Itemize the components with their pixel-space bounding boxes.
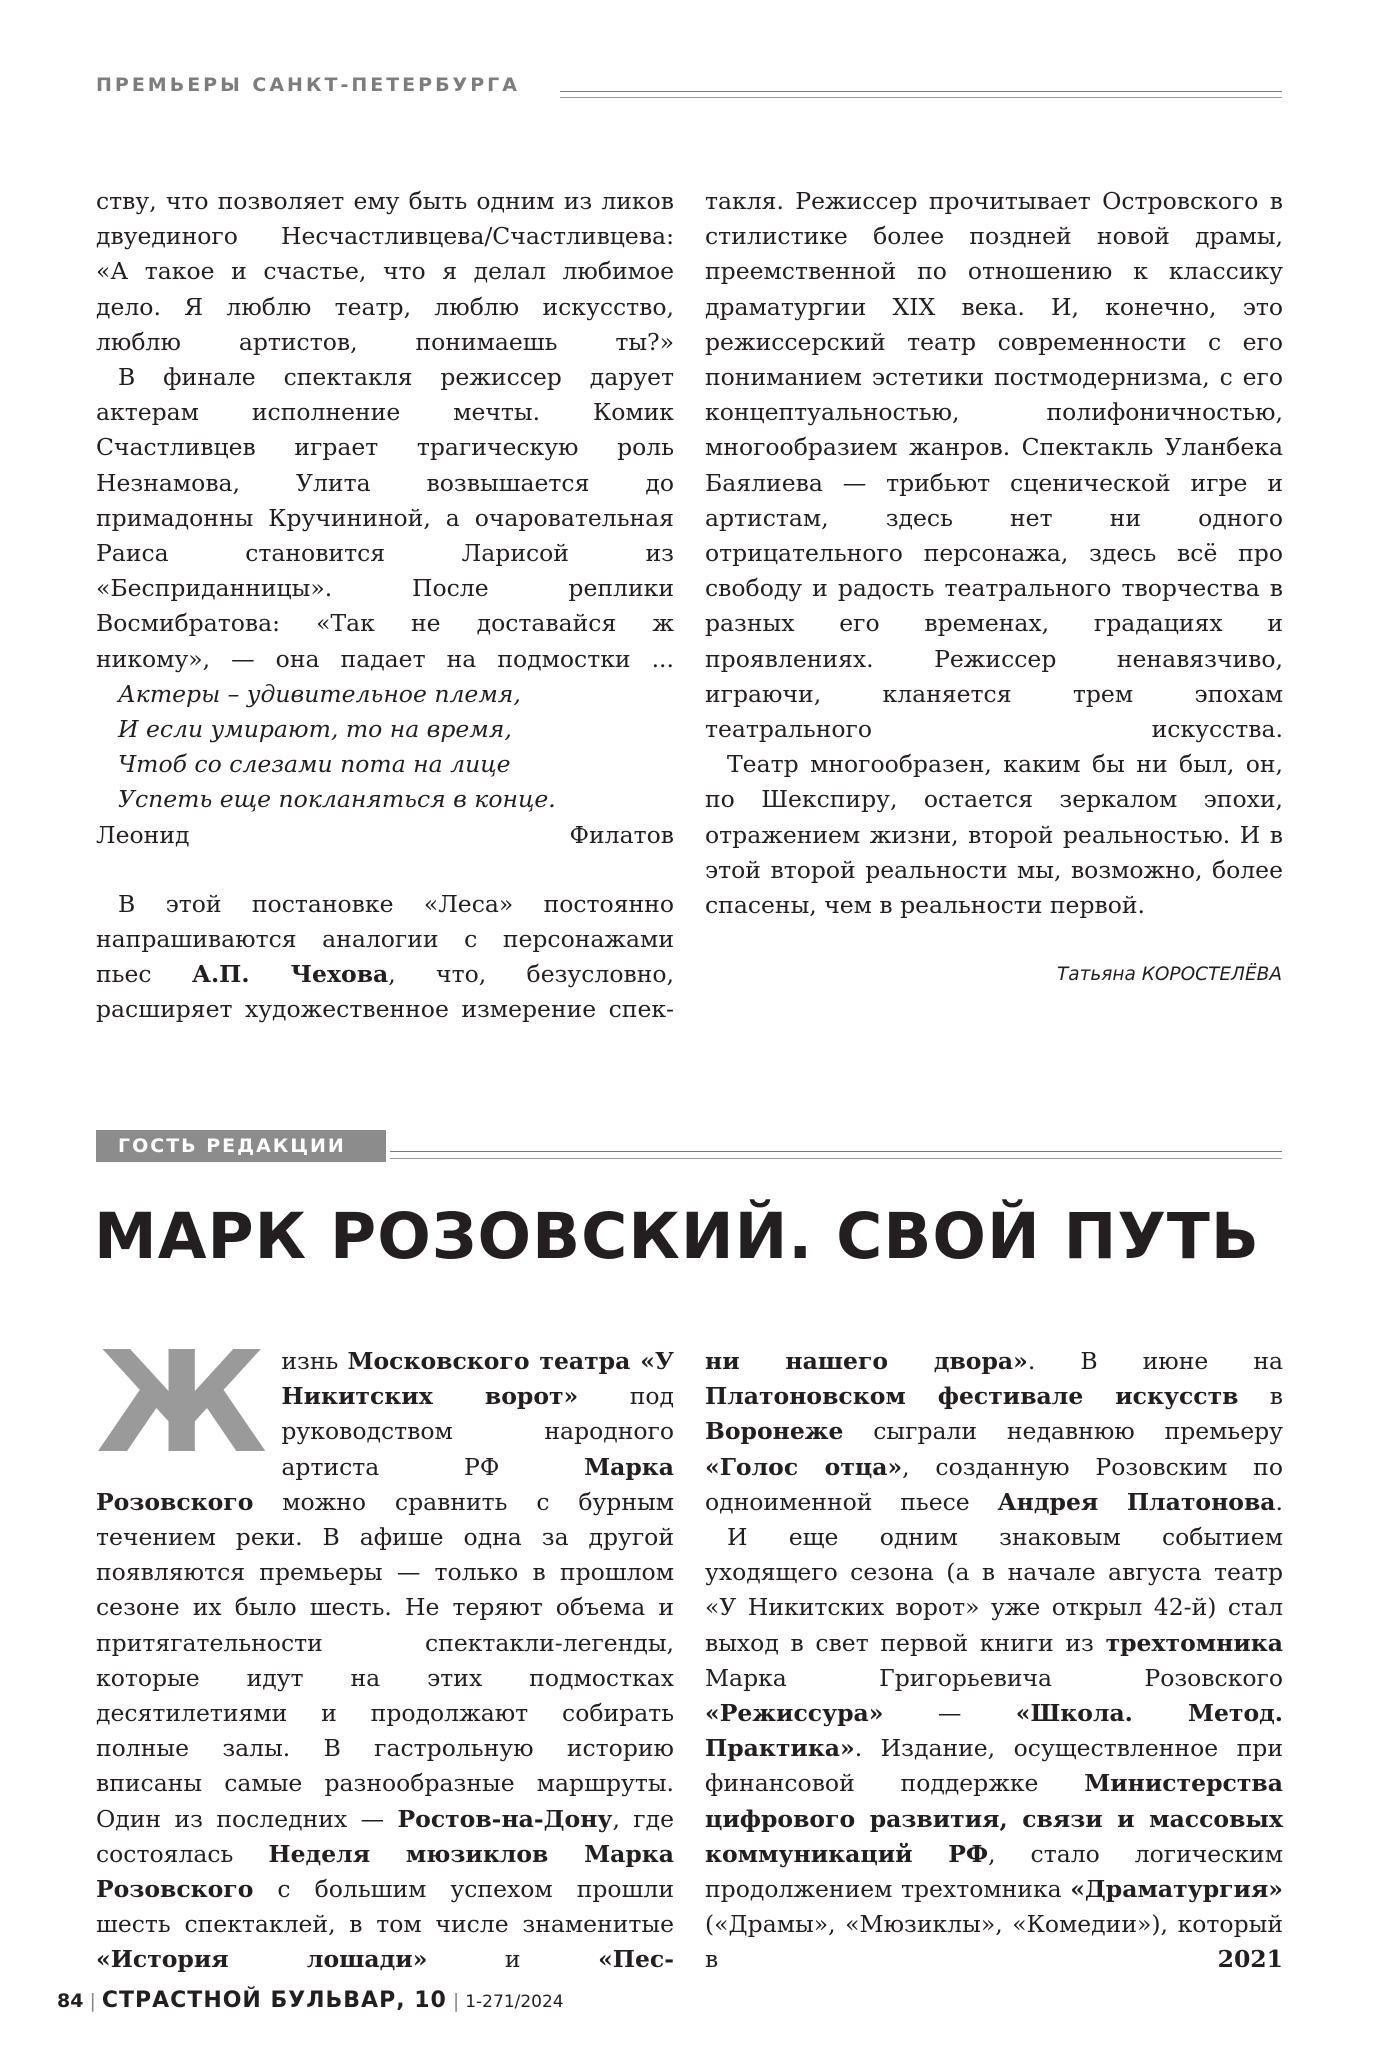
emphasized-text: «Режиссура» [705,1699,884,1728]
emphasized-text: ни нашего двора» [705,1347,1028,1375]
section-rule-thin [390,1158,1282,1159]
poem-line: Актеры – удивительное племя, [118,679,521,708]
review-paragraph: такля. Режиссер прочитывает Островского в стилистике более поздней новой драмы, преемственной по отношению к классику драматургии XIX века. И, конечно, это режиссерский театр современности с его пониманием эстетики постмодернизма, с его концептуальностью, полифоничностью, многообразием жанров. Спектакль Уланбека Баялиева — трибьют сценической игре и артистам, здесь нет ни одного отрицательного персонажа, здесь всё про свободу и радость театрального творчества в разных его временах, градациях и проявлениях. Режиссер ненавязчиво, играючи, кланяется трем эпохам театрального искусства. [705,187,1283,744]
header-rule-thin [560,97,1282,98]
text-run: . В июне на [1027,1347,1284,1375]
poem-line: Успеть еще покланяться в конце. [118,785,556,814]
review-paragraph: Театр многообразен, каким бы ни был, он, по Шекспиру, остается зеркалом эпохи, отражением жизни, второй реальностью. И в этой второй реальности мы, возможно, более спасены, чем в реальности первой. [705,750,1283,920]
emphasized-text: «Школа. Метод. Практика» [705,1699,1283,1763]
poem-quote [118,677,674,818]
article-paragraph [705,1520,1283,1978]
text-run: можно сравнить с бурным течением реки. В афише одна за другой появляются премьеры — только в прошлом сезоне их было шесть. Не теряют объема и притягательности спектакли-легенды, которые идут на этих подмостках десятилетиями и продолжают собирать полные залы. В гастрольную историю вписаны самые разнообразные маршруты. Один из последних — [96,1487,674,1833]
poem-author: Леонид Филатов [96,820,674,849]
person-name: А.П. Чехова [191,960,389,989]
article-paragraph [705,1344,1283,1520]
text-run: . [1275,1487,1283,1516]
review-paragraph: В финале спектакля режиссер дарует актерам исполнение мечты. Комик Счастливцев играет трагическую роль Незнамова, Улита возвышается до примадонны Кручининой, а очаровательная Раиса становится Ларисой из «Бесприданницы». После реплики Восмибратова: «Так не доставайся ж никому», — она падает на подмостки ... [96,363,674,673]
emphasized-text: Министерства цифрового развития, связи и массовых коммуникаций РФ [705,1769,1283,1868]
emphasized-text: трехтомника [1105,1628,1283,1657]
emphasized-text: Неделя мюзиклов Марка Розовского [96,1839,674,1904]
header-rule [560,91,1282,92]
text-run: Марка Григорьевича Розовского [705,1663,1283,1692]
text-run: изнь [281,1347,348,1375]
author-signature: Татьяна КОРОСТЕЛЁВА [1056,964,1282,985]
review-column-left [96,184,674,1028]
text-run: с большим успехом прошли шесть спектаклей, в том числе знаменитые [96,1875,674,1939]
issue-number: 1-271/2024 [465,1992,564,2012]
review-paragraph: В этой постановке «Леса» постоянно напрашиваются аналогии с персонажами пьес А.П. Чехова, что, безусловно, расширяет художественное измерение спек- [96,889,674,1024]
text-run: под руководством народного артиста РФ [281,1382,674,1481]
magazine-title: СТРАСТНОЙ БУЛЬВАР, 10 [101,1988,447,2013]
article-paragraph [96,1322,674,1978]
page-number: 84 [57,1990,84,2012]
text-run: («Драмы», «Мюзиклы», «Комедии»), который в [705,1910,1283,1974]
text-run: сыграли недавнюю премьеру [843,1417,1283,1446]
text-run: , где состоялась [96,1804,674,1868]
emphasized-text: Московского театра «У Никитских ворот» [281,1347,674,1411]
article-headline: МАРК РОЗОВСКИЙ. СВОЙ ПУТЬ [94,1200,1260,1273]
page-footer: 84 | СТРАСТНОЙ БУЛЬВАР, 10 | 1-271/2024 [57,1988,564,2013]
text-run: , созданную Розовским по одноименной пьесе [705,1452,1283,1516]
article-column-right [705,1344,1283,1978]
review-column-right [705,184,1283,923]
poem-line: Чтоб со слезами пота на лице [118,750,511,779]
text-run: , стало логическим продолжением трехтомника [705,1839,1283,1904]
text-run: в [1238,1382,1283,1411]
text-run: — [883,1699,1016,1728]
text-run: . Издание, осуществленное при финансовой поддержке [705,1734,1283,1798]
review-paragraph: ству, что позволяет ему быть одним из ликов двуединого Несчастливцева/Счастливцева: «А такое и счастье, что я делал любимое дело. Я люблю театр, люблю искусство, люблю артистов, понимаешь ты?» [96,187,674,356]
emphasized-text: Ростов-на-Дону [397,1804,613,1833]
emphasized-text: Платоновском фестивале искусств [705,1382,1239,1411]
emphasized-text: Воронеже [705,1417,844,1446]
text-run: и [427,1945,599,1974]
text-run: И еще одним знаковым событием уходящего сезона (а в начале августа театр «У Никитских ворот» уже открыл 42-й) стал выход в свет первой книги из [705,1523,1283,1657]
emphasized-text: «Пес- [598,1945,674,1974]
drop-cap: Ж [96,1322,268,1485]
section-label: ГОСТЬ РЕДАКЦИИ [96,1130,386,1162]
emphasized-text: 2021 [1217,1945,1283,1974]
emphasized-text: «Голос отца» [705,1452,903,1481]
running-head-section: ПРЕМЬЕРЫ САНКТ-ПЕТЕРБУРГА [96,74,520,96]
emphasized-text: Андрея Платонова [997,1487,1276,1516]
section-rule [390,1151,1282,1152]
poem-line: И если умирают, то на время, [118,715,512,744]
article-column-left [96,1322,674,1978]
emphasized-text: «История лошади» [96,1945,428,1974]
emphasized-text: «Драматургия» [1070,1875,1283,1904]
emphasized-text: Марка Розовского [96,1452,674,1516]
